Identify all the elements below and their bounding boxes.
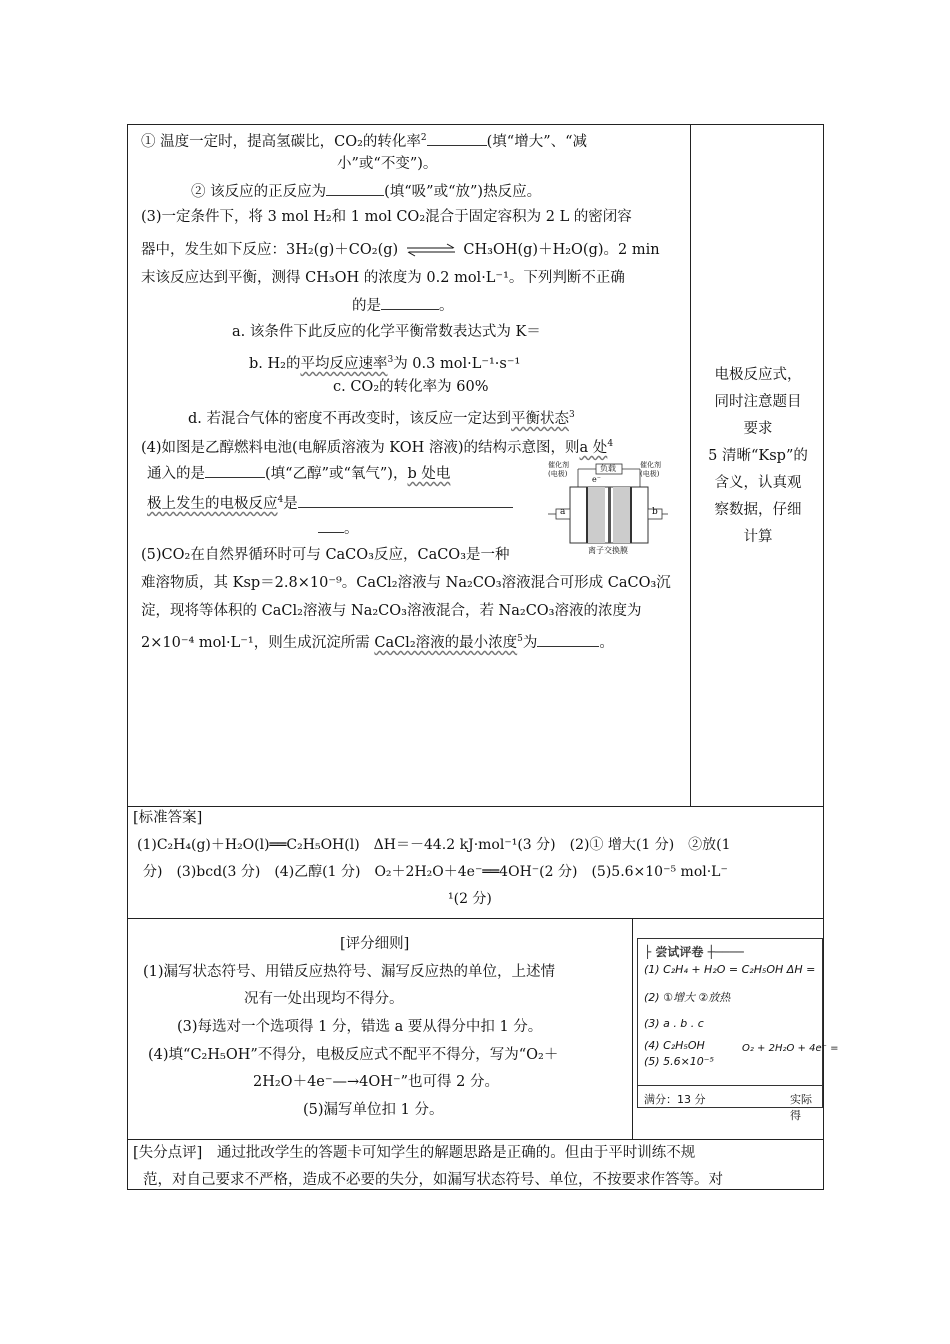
trial-line: (5) 5.6×10⁻⁵ xyxy=(644,1055,715,1068)
diagram-b-label: b xyxy=(652,507,658,517)
question-line-5: 器中，发生如下反应：3H₂(g)＋CO₂(g) CH₃OH(g)＋H₂O(g)。2 min xyxy=(141,242,660,258)
question-line-1: ① 温度一定时，提高氢碳比，CO₂的转化率$^2$ (填“增大”、“减 xyxy=(141,128,587,152)
side-note-line: 要求 xyxy=(743,421,773,437)
trial-full-score: 满分：13 分 xyxy=(644,1093,706,1106)
option-b: b. H₂的平均反应速率$^3$为 0.3 mol·L⁻¹·s⁻¹ xyxy=(249,355,521,372)
answer-line-1: (1)C₂H₄(g)＋H₂O(l)══C₂H₅OH(l) ΔH＝－44.2 kJ·mol⁻¹(3 分) (2)① 增大(1 分) ②放(1 xyxy=(137,837,731,853)
option-a: a. 该条件下此反应的化学平衡常数表达式为 K＝ xyxy=(232,324,541,340)
fuel-cell-diagram xyxy=(548,461,668,556)
equilibrium-arrow-icon xyxy=(405,243,457,257)
column-divider xyxy=(690,124,691,806)
diagram-electron-label: e⁻ xyxy=(592,475,601,484)
answer-line-3: ¹(2 分) xyxy=(448,891,492,907)
answer-line-2: 分) (3)bcd(3 分) (4)乙醇(1 分) O₂＋2H₂O＋4e⁻══4OH⁻(2 分) (5)5.6×10⁻⁵ mol·L⁻ xyxy=(143,864,728,880)
diagram-left-label: 催化剂 (电极) xyxy=(548,461,569,478)
rules-line-1b: 况有一处出现均不得分。 xyxy=(244,991,404,1007)
diagram-a-label: a xyxy=(560,507,566,517)
side-note xyxy=(692,362,824,551)
diagram-membrane-label: 离子交换膜 xyxy=(588,546,628,555)
trial-line: (3) a . b . c xyxy=(644,1017,704,1030)
rules-line-3: (4)填“C₂H₅OH”不得分，电极反应式不配平不得分，写为“O₂＋ xyxy=(148,1047,559,1063)
diagram-load-label: 负载 xyxy=(600,464,616,473)
rules-line-2: (3)每选对一个选项得 1 分，错选 a 要从得分中扣 1 分。 xyxy=(177,1019,543,1035)
question-4-line-2: 通入的是 (填“乙醇”或“氧气”)，b 处电 xyxy=(147,463,450,484)
trial-line: O₂ + 2H₂O + 4e⁻ = xyxy=(742,1043,839,1054)
rules-line-3b: 2H₂O＋4e⁻—→4OH⁻”也可得 2 分。 xyxy=(253,1074,499,1090)
row-divider-review xyxy=(127,1139,824,1140)
question-4-line-3: 极上发生的电极反应$^4$是 xyxy=(147,490,513,514)
side-note-line: 计算 xyxy=(743,529,773,545)
column-divider-trial xyxy=(632,918,633,1139)
rules-line-1: (1)漏写状态符号、用错反应热符号、漏写反应热的单位，上述情 xyxy=(143,964,556,980)
side-note-line: 电极反应式， xyxy=(714,367,802,383)
question-5-line-1: (5)CO₂在自然界循环时可与 CaCO₃反应，CaCO₃是一种 xyxy=(141,547,510,563)
question-line-3: ② 该反应的正反应为 (填“吸”或“放”)热反应。 xyxy=(191,181,541,202)
row-divider-rules xyxy=(127,918,824,919)
trial-line: (4) C₂H₅OH xyxy=(644,1039,705,1052)
side-note-line: 含义，认真观 xyxy=(714,475,802,491)
side-note-line: 同时注意题目 xyxy=(714,394,802,410)
diagram-right-label: 催化剂 (电极) xyxy=(640,461,661,478)
question-5-line-2: 难溶物质，其 Ksp＝2.8×10⁻⁹。CaCl₂溶液与 Na₂CO₃溶液混合可形成 CaCO₃沉 xyxy=(141,575,671,591)
side-note-line: 察数据，仔细 xyxy=(714,502,802,518)
trial-header: ├ 尝试评卷 ┼──── xyxy=(644,945,744,959)
trial-footer xyxy=(638,1085,822,1122)
trial-line: (2) ①增大 ②放热 xyxy=(644,991,731,1004)
question-line-6: 末该反应达到平衡，测得 CH₃OH 的浓度为 0.2 mol·L⁻¹。下列判断不正确 xyxy=(141,270,625,286)
question-line-2: 小”或“不变”)。 xyxy=(337,156,438,172)
question-line-4: (3)一定条件下，将 3 mol H₂和 1 mol CO₂混合于固定容积为 2 L 的密闭容 xyxy=(141,209,632,225)
review-line-2: 范，对自己要求不严格，造成不必要的失分，如漏写状态符号、单位，不按要求作答等。对 xyxy=(143,1172,723,1188)
option-d: d. 若混合气体的密度不再改变时，该反应一定达到平衡状态$^3$ xyxy=(188,410,575,427)
rules-title: [评分细则] xyxy=(340,936,410,952)
review-line-1: [失分点评] 通过批改学生的答题卡可知学生的解题思路是正确的。但由于平时训练不规 xyxy=(133,1145,696,1161)
trial-line: (1) C₂H₄ + H₂O = C₂H₅OH ΔH = xyxy=(644,963,816,976)
question-4-line-4: 。 xyxy=(318,518,359,539)
question-4-line-1: (4)如图是乙醇燃料电池(电解质溶液为 KOH 溶液)的结构示意图，则a 处$^4$ xyxy=(141,439,614,456)
side-note-line: 5 清晰“Ksp”的 xyxy=(708,448,808,464)
question-5-line-3: 淀，现将等体积的 CaCl₂溶液与 Na₂CO₃溶液混合，若 Na₂CO₃溶液的浓度为 xyxy=(141,603,642,619)
row-divider-answer xyxy=(127,806,824,807)
rules-line-4: (5)漏写单位扣 1 分。 xyxy=(303,1102,444,1118)
trial-actual-score: 实际得 xyxy=(790,1093,812,1122)
answer-title: [标准答案] xyxy=(133,810,203,826)
trial-grading-box xyxy=(637,938,839,1122)
option-c: c. CO₂的转化率为 60% xyxy=(333,379,489,395)
question-5-line-4: 2×10⁻⁴ mol·L⁻¹，则生成沉淀所需 CaCl₂溶液的最小浓度$^5$为 。 xyxy=(141,629,614,653)
question-line-7: 的是 。 xyxy=(352,295,454,316)
